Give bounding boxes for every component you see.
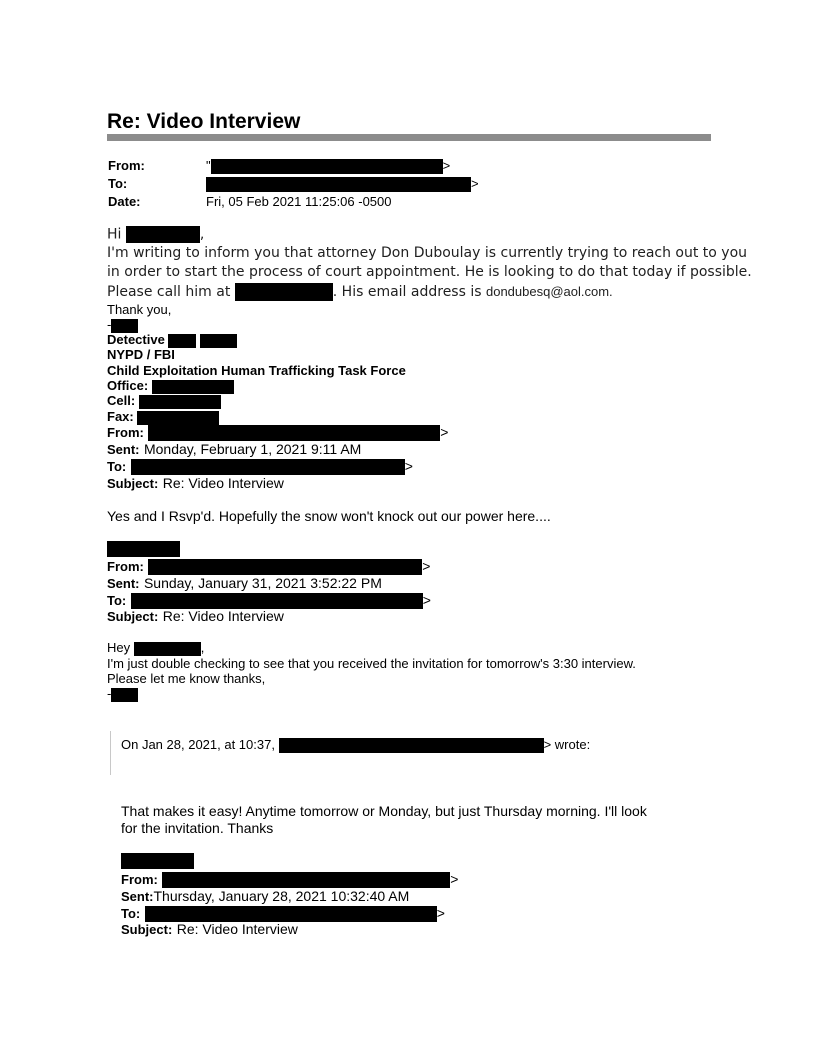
redaction: [168, 334, 196, 348]
redaction: [152, 380, 234, 394]
redaction: [206, 177, 471, 192]
thanks-text: Thank you,: [107, 302, 172, 317]
title-divider: [107, 134, 711, 141]
redaction: [139, 395, 221, 409]
fwd2-subject: Subject: Re: Video Interview: [107, 608, 284, 624]
from-label: From:: [108, 158, 145, 173]
redaction: [148, 425, 440, 441]
fax-line: Fax:: [107, 409, 219, 425]
fwd2-from: From: >: [107, 558, 431, 574]
redaction: [134, 642, 201, 656]
redaction: [211, 159, 443, 174]
org-line: NYPD / FBI: [107, 347, 175, 362]
from-value: " >: [206, 158, 451, 173]
redaction: [235, 283, 333, 301]
redaction: [148, 559, 422, 575]
cell-line: Cell:: [107, 393, 221, 409]
task-force-line: Child Exploitation Human Trafficking Task Force: [107, 363, 406, 378]
redaction: [137, 411, 219, 425]
fwd3-sent: Sent:Thursday, January 28, 2021 10:32:40 AM: [121, 888, 410, 904]
fwd2-to: To: >: [107, 592, 431, 608]
fwd2-sent: Sent: Sunday, January 31, 2021 3:52:22 PM: [107, 575, 382, 591]
quote-attribution: On Jan 28, 2021, at 10:37, > wrote:: [121, 737, 591, 752]
fwd3-to: To: >: [121, 905, 445, 921]
fwd2-greeting: Hey ,: [107, 640, 205, 655]
redaction: [107, 541, 180, 557]
fwd1-body: Yes and I Rsvp'd. Hopefully the snow won't knock out our power here....: [107, 508, 551, 524]
detective-line: Detective: [107, 332, 237, 348]
redaction: [200, 334, 237, 348]
quote-body-line: That makes it easy! Anytime tomorrow or Monday, but just Thursday morning. I'll look: [121, 803, 647, 819]
fwd2-body-line: I'm just double checking to see that you received the invitation for tomorrow's 3:30 interview.: [107, 656, 636, 671]
date-value: Fri, 05 Feb 2021 11:25:06 -0500: [206, 194, 392, 209]
greeting: Hi ,: [107, 226, 205, 243]
fwd2-initials: -: [107, 686, 138, 702]
redaction: [162, 872, 450, 888]
fwd1-to: To: >: [107, 458, 413, 474]
to-label: To:: [108, 176, 128, 191]
fwd1-subject: Subject: Re: Video Interview: [107, 475, 284, 491]
fwd1-sent: Sent: Monday, February 1, 2021 9:11 AM: [107, 441, 362, 457]
sender-initials: -: [107, 317, 138, 333]
redaction: [145, 906, 437, 922]
office-line: Office:: [107, 378, 234, 394]
redaction: [111, 319, 138, 333]
quote-bar: [110, 731, 111, 775]
redaction: [121, 853, 194, 869]
date-label: Date:: [108, 194, 141, 209]
fwd1-from: From: >: [107, 424, 449, 440]
quote-body-line: for the invitation. Thanks: [121, 820, 274, 836]
redaction: [111, 688, 138, 702]
redaction: [126, 226, 200, 243]
fwd3-from: From: >: [121, 871, 459, 887]
redaction: [131, 459, 405, 475]
email-link[interactable]: dondubesq@aol.com.: [485, 284, 613, 299]
fwd3-subject: Subject: Re: Video Interview: [121, 921, 298, 937]
redaction: [279, 738, 544, 753]
message-line: I'm writing to inform you that attorney Don Duboulay is currently trying to reach out to you: [107, 245, 748, 261]
fwd2-body-line: Please let me know thanks,: [107, 671, 266, 686]
redaction: [131, 593, 423, 609]
page-title: Re: Video Interview: [107, 110, 301, 133]
message-line: Please call him at . His email address is dondubesq@aol.com.: [107, 284, 613, 300]
message-line: in order to start the process of court appointment. He is looking to do that today if possible.: [107, 264, 752, 280]
to-value: >: [206, 176, 479, 192]
